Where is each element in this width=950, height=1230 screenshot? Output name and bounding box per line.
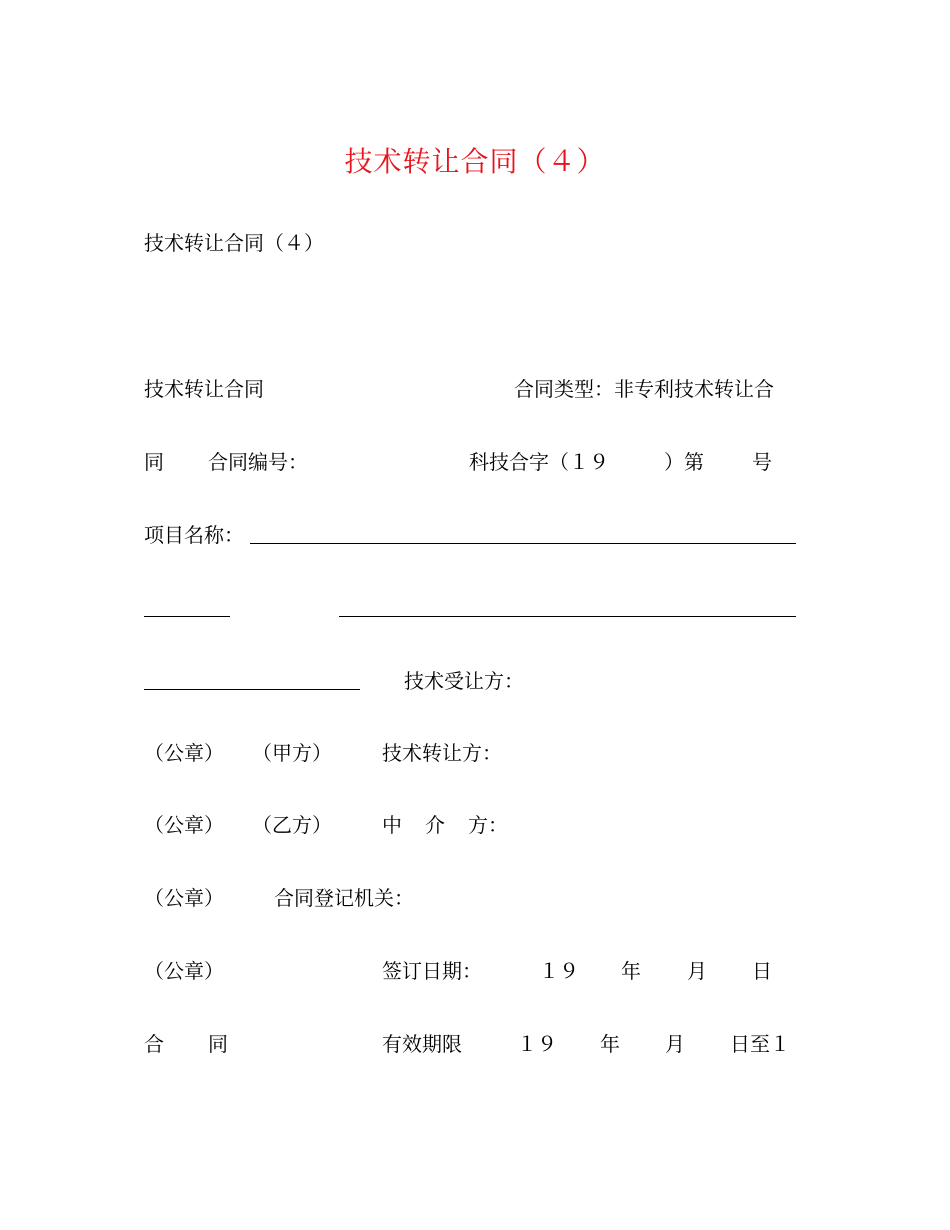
validity-period-label: 有效期限	[382, 1032, 462, 1056]
contract-number-label: 合同编号：	[208, 450, 308, 474]
contract-number-prefix: 科技合字（１９	[469, 450, 609, 474]
validity-day-to: 日至１	[730, 1032, 790, 1056]
intermediary-label-fang: 方：	[468, 813, 508, 837]
subtitle: 技术转让合同（４）	[144, 231, 324, 255]
blank-line-long	[339, 616, 796, 617]
seal-label-3: （公章）	[144, 886, 224, 910]
signing-date-day: 日	[752, 959, 772, 983]
contract-char-he: 合	[144, 1032, 164, 1056]
signing-date-label: 签订日期：	[382, 959, 482, 983]
document-title: 技术转让合同（４）	[344, 145, 606, 178]
assignee-label: 技术受让方：	[404, 669, 524, 693]
intermediary-label-zhong: 中	[382, 813, 402, 837]
seal-label-4: （公章）	[144, 959, 224, 983]
project-name-blank	[250, 543, 796, 544]
contract-type-continued: 同	[144, 450, 164, 474]
seal-label-2: （公章）	[144, 813, 224, 837]
validity-month: 月	[665, 1032, 685, 1056]
contract-char-tong: 同	[208, 1032, 228, 1056]
contract-number-di: ）第	[664, 450, 704, 474]
party-a-label: （甲方）	[252, 741, 332, 765]
signing-date-year: 年	[621, 959, 641, 983]
seal-label-1: （公章）	[144, 741, 224, 765]
project-name-label: 项目名称：	[144, 523, 244, 547]
contract-type-label: 合同类型：非专利技术转让合	[514, 377, 774, 401]
validity-year-prefix: １９	[517, 1032, 557, 1056]
party-b-label: （乙方）	[252, 813, 332, 837]
intermediary-label-jie: 介	[425, 813, 445, 837]
registration-authority-label: 合同登记机关：	[274, 886, 414, 910]
signing-date-year-prefix: １９	[539, 959, 579, 983]
signing-date-month: 月	[687, 959, 707, 983]
contract-number-hao: 号	[752, 450, 772, 474]
blank-line-short	[144, 616, 230, 617]
contract-heading: 技术转让合同	[144, 377, 264, 401]
assignor-label: 技术转让方：	[382, 741, 502, 765]
blank-line-assignee	[144, 689, 360, 690]
validity-year: 年	[600, 1032, 620, 1056]
